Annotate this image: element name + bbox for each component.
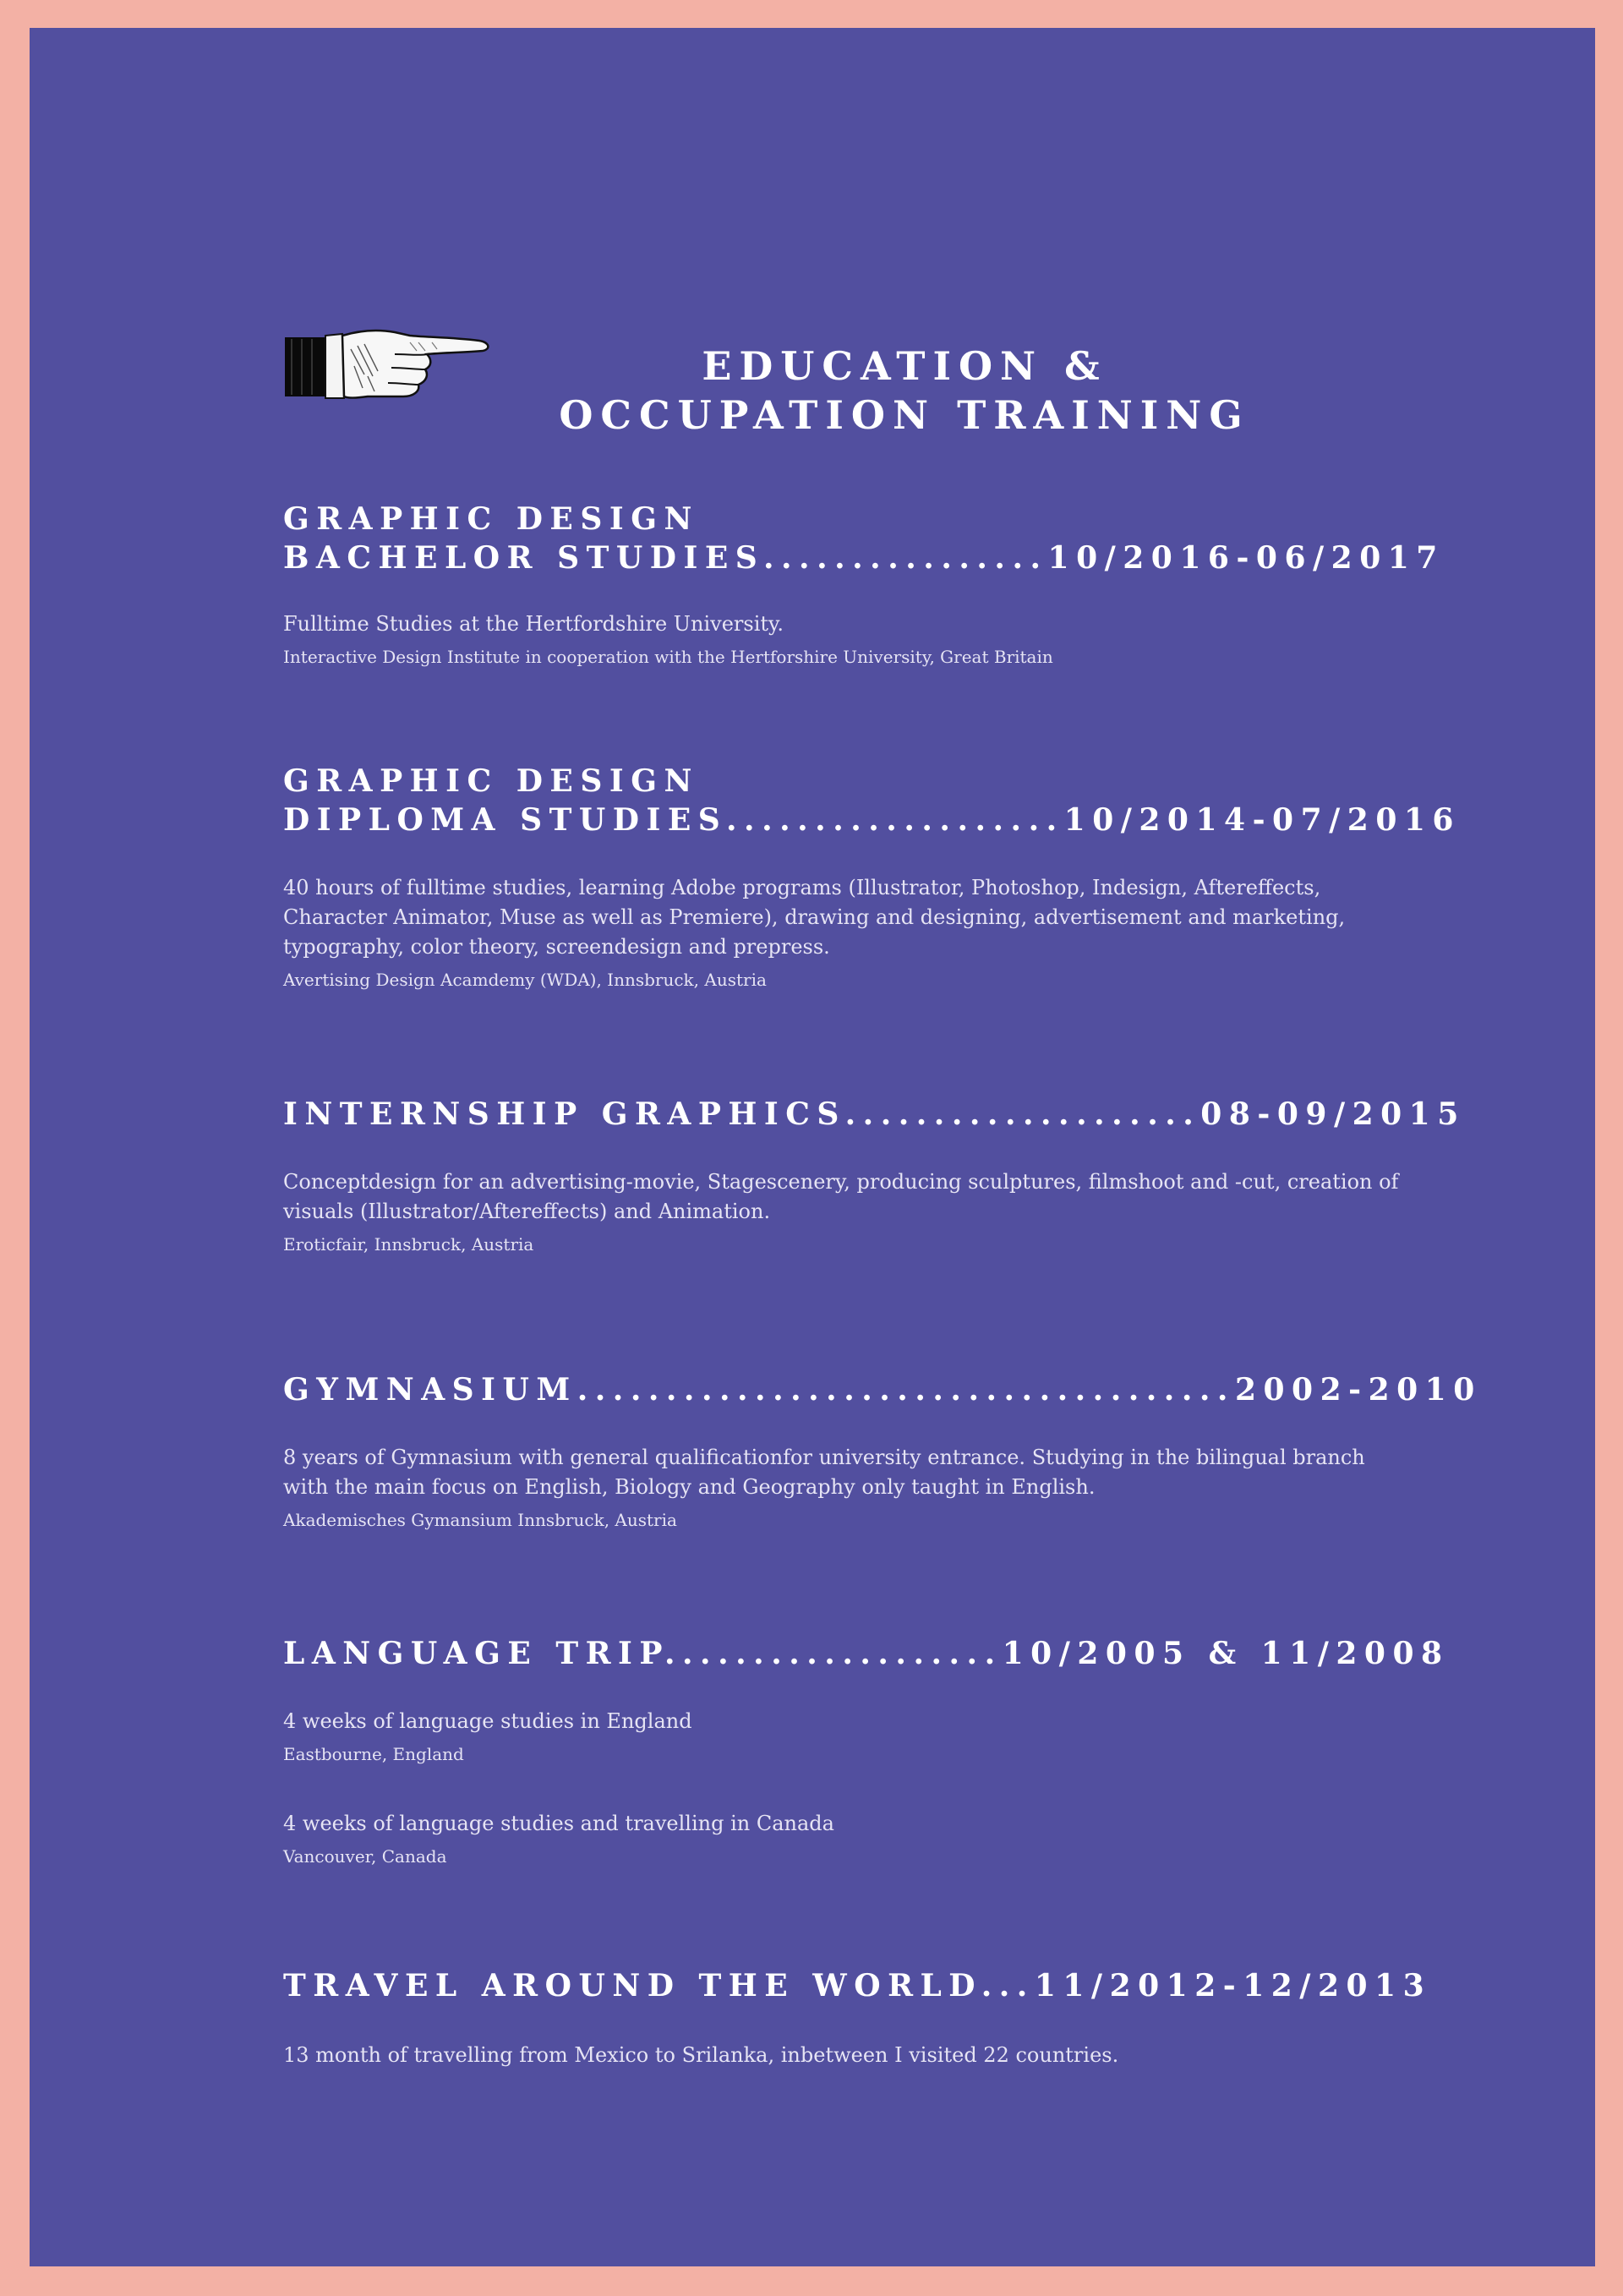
- entry-description: 40 hours of fulltime studies, learning Adobe programs (Illustrator, Photoshop, Indesign, Aftereffects, Character Animator, Muse as well as Premiere), drawing and designing, advertisement and marketing, typography, color theory, screendesign and prepress.: [283, 876, 1346, 959]
- entry-title: TRAVEL AROUND THE WORLD...11/2012-12/2013: [283, 1968, 1432, 2004]
- entry-title: GYMNASIUM.....................................2002-2010: [283, 1372, 1482, 1408]
- entry-description: 4 weeks of language studies in England: [283, 1709, 692, 1733]
- entry-title-line-1: GRAPHIC DESIGN: [283, 763, 699, 799]
- entry-location: Eastbourne, England: [283, 1744, 464, 1764]
- entry-title: INTERNSHIP GRAPHICS....................08-09/2015: [283, 1096, 1466, 1132]
- page-header: [283, 315, 1450, 438]
- content-panel: [30, 28, 1595, 2266]
- pointing-hand-icon: [283, 324, 495, 408]
- entry-language-trip: [283, 1634, 1450, 1869]
- entry-title: LANGUAGE TRIP...................10/2005 & 11/2008: [283, 1636, 1450, 1671]
- page-title-line-2: OCCUPATION TRAINING: [559, 391, 1250, 438]
- entry-description: 13 month of travelling from Mexico to Srilanka, inbetween I visited 22 countries.: [283, 2043, 1119, 2067]
- page-title-line-1: EDUCATION &: [702, 342, 1107, 389]
- entry-location: Eroticfair, Innsbruck, Austria: [283, 1234, 534, 1255]
- entry-title: [283, 762, 1461, 839]
- entry-location: Interactive Design Institute in cooperation with the Hertforshire University, Great Britain: [283, 647, 1053, 667]
- entry-bachelor-studies: [283, 500, 1445, 670]
- entry-description: Fulltime Studies at the Hertfordshire University.: [283, 612, 784, 636]
- entry-description: Conceptdesign for an advertising-movie, Stagescenery, producing sculptures, filmshoot and -cut, creation of visuals (Illustrator/Aftereffects) and Animation.: [283, 1170, 1399, 1223]
- entry-title-line-1: GRAPHIC DESIGN: [283, 501, 699, 537]
- entry-description: 8 years of Gymnasium with general qualificationfor university entrance. Studying in the bilingual branch with the main focus on English, Biology and Geography only taught in English.: [283, 1446, 1365, 1499]
- entry-location: Vancouver, Canada: [283, 1846, 447, 1867]
- page-title: [482, 342, 1327, 440]
- entry-title: [283, 500, 1445, 577]
- entry-title-line-2: DIPLOMA STUDIES...................10/2014-07/2016: [283, 802, 1461, 838]
- entry-title-line-2: BACHELOR STUDIES................10/2016-06/2017: [283, 540, 1445, 576]
- entry-diploma-studies: [283, 762, 1461, 992]
- entry-travel-around-the-world: [283, 1966, 1432, 2070]
- entry-internship-graphics: [283, 1095, 1466, 1257]
- entry-location: Akademisches Gymansium Innsbruck, Austria: [283, 1510, 677, 1530]
- entry-location: Avertising Design Acamdemy (WDA), Innsbruck, Austria: [283, 970, 767, 990]
- entry-description: 4 weeks of language studies and travelling in Canada: [283, 1812, 834, 1835]
- entry-gymnasium: [283, 1370, 1482, 1533]
